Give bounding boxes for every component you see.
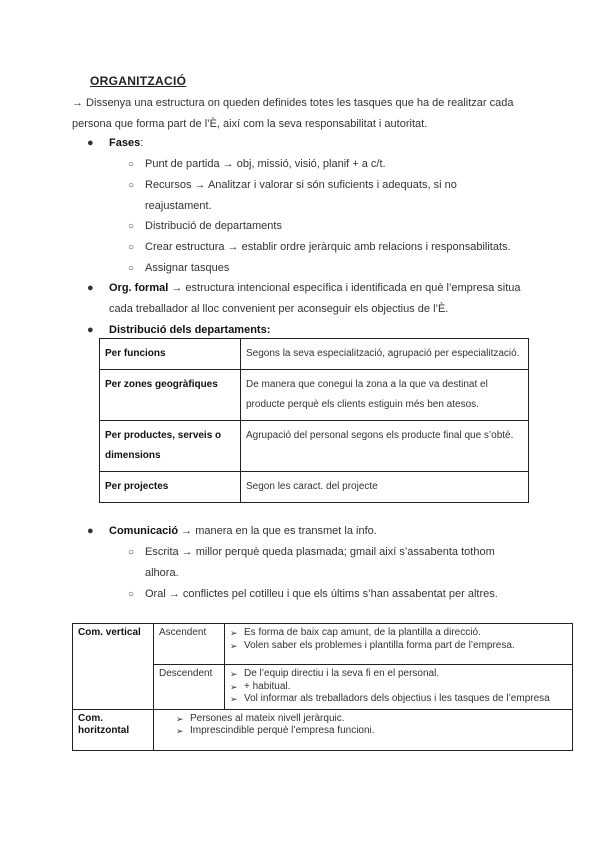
list-item: Vol informar als treballadors dels objectius i les tasques de l’empresa (244, 693, 550, 704)
page-title: ORGANITZACIÓ (90, 74, 187, 88)
descendent-list (225, 665, 573, 710)
table-row (100, 339, 529, 370)
table-value: Segons la seva especialització, agrupació per especialització. (241, 339, 529, 370)
arrowhead-icon: ➢ (176, 726, 184, 736)
circle-bullet-icon: ○ (128, 263, 135, 274)
fases-label: Fases (109, 137, 141, 149)
table-value: De manera que conegui la zona a la que va destinat el producte perquè els clients estiguin més ben atesos. (241, 370, 529, 421)
descendent-label: Descendent (154, 665, 225, 710)
table-row (100, 370, 529, 421)
table-row (73, 624, 573, 665)
list-item: + habitual. (244, 680, 291, 692)
comunicacio-item-text: Oral → conflictes pel cotilleu i que els últims s’han assabentat per altres. (145, 588, 498, 600)
comunicacio-bullet (88, 521, 528, 542)
list-item: Imprescindible perquè l’empresa funcioni. (190, 725, 375, 736)
org-formal-bullet (88, 278, 528, 320)
circle-bullet-icon: ○ (128, 159, 135, 170)
fases-item (128, 216, 528, 237)
bullet-dot-icon: ● (87, 137, 94, 149)
comunicacio-item-text: Escrita → millor perquè queda plasmada; gmail així s’assabenta tothom alhora. (145, 546, 495, 579)
fases-item (128, 154, 528, 175)
list-item: Es forma de baix cap amunt, de la plantilla a direcció. (244, 627, 481, 638)
fases-item-text: Assignar tasques (145, 262, 230, 274)
list-item: Volen saber els problemes i plantilla forma part de l’empresa. (244, 639, 515, 651)
arrowhead-icon: ➢ (230, 640, 238, 651)
table-key: Per projectes (100, 472, 241, 503)
ascendent-label: Ascendent (154, 624, 225, 665)
bullet-dot-icon: ● (87, 282, 94, 294)
com-vertical-label: Com. vertical (73, 624, 154, 710)
fases-suffix: : (140, 137, 144, 149)
comunicacio-text: → manera en la que es transmet la info. (178, 525, 377, 537)
circle-bullet-icon: ○ (128, 180, 135, 191)
table-row (73, 709, 573, 750)
arrowhead-icon: ➢ (230, 694, 238, 704)
horitzontal-list (154, 709, 573, 750)
table-row (100, 472, 529, 503)
circle-bullet-icon: ○ (128, 221, 135, 232)
ascendent-list (225, 624, 573, 665)
bullet-dot-icon: ● (87, 324, 94, 336)
com-horitzontal-label: Com. horitzontal (73, 709, 154, 750)
communication-table (72, 623, 573, 751)
list-item: Persones al mateix nivell jeràrquic. (190, 712, 345, 724)
table-row (100, 421, 529, 472)
list-item: De l’equip directiu i la seva fi en el personal. (244, 668, 440, 679)
org-formal-label: Org. formal (109, 282, 169, 294)
fases-bullet (88, 133, 528, 154)
fases-item (128, 175, 488, 217)
table-value: Segon les caract. del projecte (241, 472, 529, 503)
intro-paragraph: → Dissenya una estructura on queden definides totes les tasques que ha de realitzar cada persona que forma part de l’È, així com la seva responsabilitat i autoritat. (72, 97, 514, 130)
arrowhead-icon: ➢ (230, 628, 238, 638)
fases-item-text: Distribució de departaments (145, 220, 282, 232)
table-key: Per zones geogràfiques (100, 370, 241, 421)
comunicacio-item (128, 542, 528, 584)
circle-bullet-icon: ○ (128, 547, 135, 558)
arrowhead-icon: ➢ (176, 713, 184, 724)
circle-bullet-icon: ○ (128, 589, 135, 600)
arrowhead-icon: ➢ (230, 681, 238, 692)
table-value: Agrupació del personal segons els producte final que s’obté. (241, 421, 529, 472)
comunicacio-label: Comunicació (109, 525, 179, 537)
fases-item-text: Punt de partida → obj, missió, visió, planif + a c/t. (145, 158, 386, 170)
circle-bullet-icon: ○ (128, 242, 135, 253)
fases-item-text: Crear estructura → establir ordre jeràrquic amb relacions i responsabilitats. (145, 241, 511, 253)
arrowhead-icon: ➢ (230, 669, 238, 679)
comunicacio-item (128, 584, 528, 605)
fases-item-text: Recursos → Analitzar i valorar si són suficients i adequats, si no reajustament. (145, 179, 457, 212)
fases-item (128, 258, 528, 279)
fases-item (128, 237, 528, 258)
table-key: Per productes, serveis o dimensions (100, 421, 241, 472)
bullet-dot-icon: ● (87, 525, 94, 537)
org-formal-text: → estructura intencional específica i identificada en què l’empresa situa cada treballador al lloc convenient per aconseguir els objectius de l’È. (109, 282, 521, 315)
distribucio-label: Distribució dels departaments: (109, 324, 271, 336)
table-key: Per funcions (100, 339, 241, 370)
departments-table (99, 338, 529, 503)
